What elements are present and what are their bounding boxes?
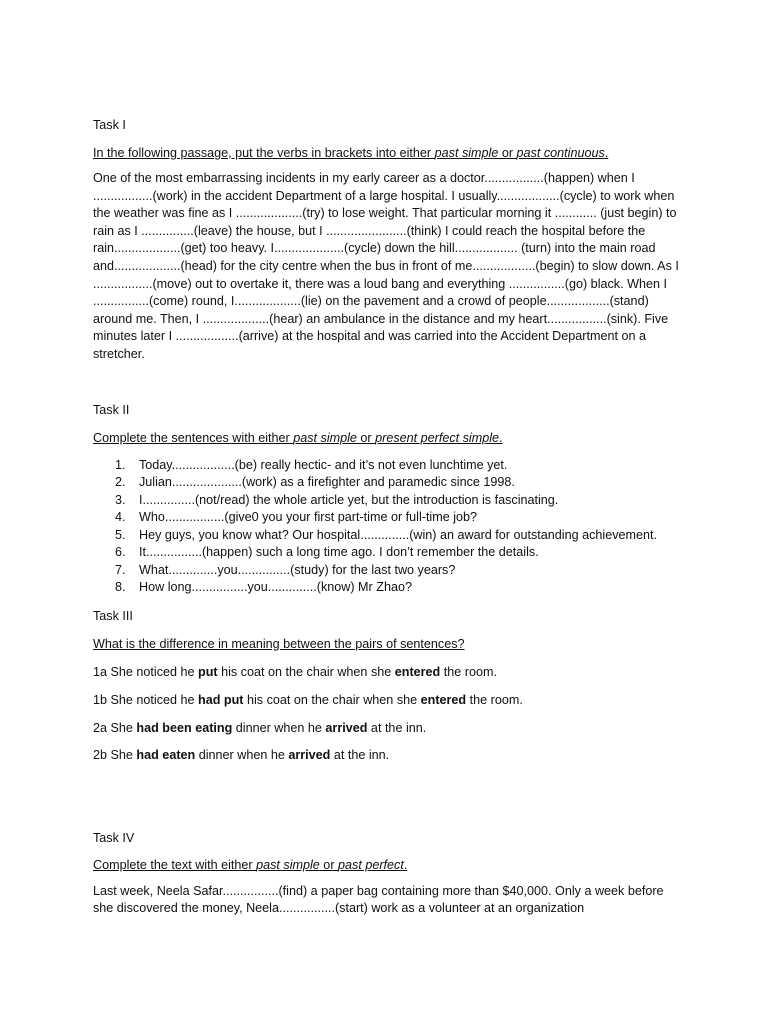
- list-item: [93, 527, 683, 545]
- list-item-number: 7.: [115, 562, 126, 577]
- bold-verb: had been eating: [136, 720, 233, 735]
- list-item-text: It................(happen) such a long time ago. I don’t remember the details.: [139, 545, 539, 560]
- instruction-text: .: [499, 430, 503, 445]
- sentence-text: dinner when he: [195, 747, 289, 762]
- sentence-text: his coat on the chair when she: [243, 692, 421, 707]
- list-item-text: What..............you...............(study) for the last two years?: [139, 562, 456, 577]
- sentence-pair-line: [93, 691, 683, 709]
- list-item: [93, 509, 683, 527]
- instruction-text: or: [319, 857, 339, 872]
- instruction-emphasis: present perfect simple: [375, 430, 500, 445]
- instruction-text: .: [604, 146, 609, 160]
- list-item-number: 2.: [115, 475, 126, 490]
- list-item: [93, 579, 683, 597]
- bold-verb: put: [198, 664, 218, 679]
- list-item-text: I...............(not/read) the whole article yet, but the introduction is fascinating.: [139, 492, 559, 507]
- task-2-instruction: [93, 429, 683, 447]
- list-item: [93, 562, 683, 580]
- list-item-number: 8.: [115, 580, 126, 595]
- bold-verb: entered: [394, 664, 441, 679]
- sentence-text: 2b She: [93, 747, 137, 762]
- instruction-emphasis: past simple: [434, 146, 499, 160]
- list-item: [93, 474, 683, 492]
- instruction-text: Complete the text with either: [93, 857, 257, 872]
- task-4-passage: Last week, Neela Safar................(find) a paper bag containing more than $40,000. Only a week before she discovered the money, Neela................(start) work as a volunteer at an organization: [93, 883, 664, 916]
- instruction-text: .: [403, 857, 408, 872]
- list-item-number: 6.: [115, 545, 126, 560]
- sentence-text: his coat on the chair when she: [217, 664, 395, 679]
- instruction-text: In the following passage, put the verbs in brackets into either: [93, 146, 435, 160]
- task-2: [93, 401, 683, 597]
- bold-verb: had eaten: [136, 747, 196, 762]
- instruction-text: or: [356, 430, 376, 445]
- list-item-text: Julian....................(work) as a firefighter and paramedic since 1998.: [139, 475, 515, 490]
- task-1-heading: Task I: [93, 118, 126, 132]
- instruction-emphasis: past perfect: [338, 857, 404, 872]
- sentence-pair-line: [93, 663, 683, 681]
- task-1: [93, 116, 683, 364]
- instruction-text: or: [498, 146, 517, 160]
- list-item: [93, 457, 683, 475]
- sentence-text: 1a She noticed he: [93, 664, 199, 679]
- sentence-pair-line: [93, 719, 683, 737]
- list-item-number: 5.: [115, 527, 126, 542]
- task-4-heading: Task IV: [93, 830, 135, 845]
- list-item-text: Who.................(give0 you your first part-time or full-time job?: [139, 510, 478, 525]
- bold-verb: entered: [420, 692, 467, 707]
- bold-verb: had put: [198, 692, 244, 707]
- list-item-number: 1.: [115, 457, 126, 472]
- instruction-text: Complete the sentences with either: [93, 430, 294, 445]
- instruction-emphasis: past simple: [293, 430, 357, 445]
- sentence-text: at the inn.: [367, 720, 427, 735]
- task-3: [93, 607, 683, 764]
- bold-verb: arrived: [325, 720, 368, 735]
- list-item-number: 3.: [115, 492, 126, 507]
- bold-verb: arrived: [288, 747, 331, 762]
- task-1-instruction: [93, 144, 683, 162]
- task-4: [93, 829, 683, 918]
- sentence-text: dinner when he: [232, 720, 326, 735]
- instruction-emphasis: past simple: [256, 857, 320, 872]
- list-item: [93, 544, 683, 562]
- task-2-heading: Task II: [93, 402, 130, 417]
- sentence-text: the room.: [440, 664, 497, 679]
- task-4-instruction: [93, 856, 683, 874]
- sentence-text: 2a She: [93, 720, 137, 735]
- sentence-text: at the inn.: [330, 747, 390, 762]
- sentence-text: the room.: [466, 692, 523, 707]
- sentence-pair-line: [93, 746, 683, 764]
- instruction-emphasis: past continuous: [516, 146, 605, 160]
- list-item: [93, 492, 683, 510]
- task-3-instruction: What is the difference in meaning between the pairs of sentences?: [93, 636, 465, 651]
- document-page: [93, 116, 683, 918]
- list-item-number: 4.: [115, 510, 126, 525]
- task-1-passage: One of the most embarrassing incidents in my early career as a doctor.................(happen) when I .................(work) in the accident Department of a large hospital. I usually..................(cycle) to work when the weather was fine as I ...................(try) to lose weight. That particular morning it ............ (just begin) to rain as I ...............(leave) the house, but I .......................(think) I could reach the hospital before the rain...................(get) too heavy. I....................(cycle) down the hill.................. (turn) into the main road and...................(head) for the city centre when the bus in front of me..................(begin) to slow down. As I .................(move) out to overtake it, there was a loud bang and everything ................(go) black. When I ................(come) round, I...................(lie) on the pavement and a crowd of people..................(stand) around me. Then, I ...................(hear) an ambulance in the distance and my heart.................(sink). Five minutes later I ..................(arrive) at the hospital and was carried into the Accident Department on a stretcher.: [93, 171, 679, 361]
- task-3-heading: Task III: [93, 608, 133, 623]
- task-2-sentence-list: [93, 457, 683, 597]
- list-item-text: How long................you..............(know) Mr Zhao?: [139, 580, 412, 595]
- sentence-text: 1b She noticed he: [93, 692, 199, 707]
- list-item-text: Today..................(be) really hectic- and it’s not even lunchtime yet.: [139, 457, 508, 472]
- list-item-text: Hey guys, you know what? Our hospital..............(win) an award for outstanding achievement.: [139, 527, 657, 542]
